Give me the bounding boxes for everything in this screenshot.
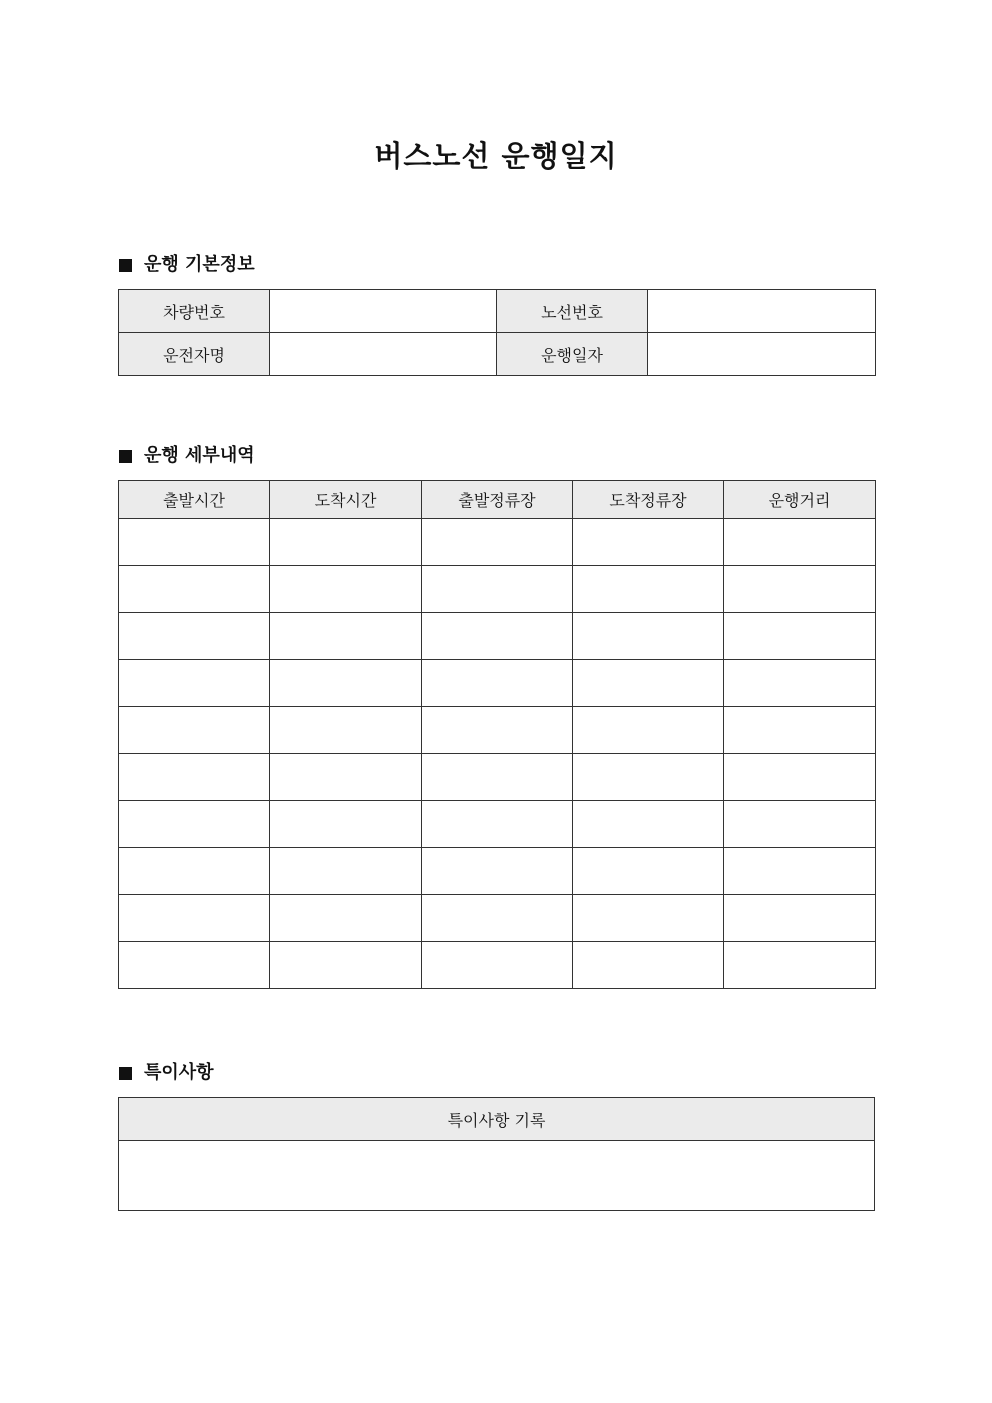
table-row xyxy=(119,707,876,754)
remarks-header: 특이사항 기록 xyxy=(119,1098,875,1141)
remarks-heading xyxy=(119,1061,214,1085)
table-cell[interactable] xyxy=(119,848,270,895)
table-cell[interactable] xyxy=(270,660,422,707)
table-row xyxy=(119,290,876,333)
column-header-arrival-time: 도착시간 xyxy=(270,481,422,519)
table-cell[interactable] xyxy=(422,519,573,566)
table-cell[interactable] xyxy=(119,519,270,566)
table-cell[interactable] xyxy=(119,754,270,801)
square-bullet-icon xyxy=(119,1067,132,1080)
table-cell[interactable] xyxy=(119,613,270,660)
table-cell[interactable] xyxy=(422,707,573,754)
remarks-table xyxy=(118,1097,875,1211)
table-cell[interactable] xyxy=(724,848,876,895)
table-cell[interactable] xyxy=(119,942,270,989)
table-cell[interactable] xyxy=(270,613,422,660)
table-cell[interactable] xyxy=(422,895,573,942)
remarks-heading-text: 특이사항 xyxy=(144,1062,214,1083)
operation-date-field[interactable] xyxy=(648,333,876,376)
route-number-field[interactable] xyxy=(648,290,876,333)
table-row xyxy=(119,754,876,801)
table-cell[interactable] xyxy=(270,566,422,613)
table-cell[interactable] xyxy=(270,895,422,942)
table-row xyxy=(119,519,876,566)
table-cell[interactable] xyxy=(422,942,573,989)
table-cell[interactable] xyxy=(270,707,422,754)
table-row xyxy=(119,801,876,848)
table-row xyxy=(119,895,876,942)
table-row xyxy=(119,848,876,895)
table-cell[interactable] xyxy=(119,566,270,613)
details-heading-text: 운행 세부내역 xyxy=(144,445,255,466)
table-cell[interactable] xyxy=(270,848,422,895)
table-cell[interactable] xyxy=(573,707,724,754)
table-cell[interactable] xyxy=(119,660,270,707)
details-heading xyxy=(119,444,255,468)
table-cell[interactable] xyxy=(119,895,270,942)
table-cell[interactable] xyxy=(422,848,573,895)
table-cell[interactable] xyxy=(573,801,724,848)
table-cell[interactable] xyxy=(724,613,876,660)
table-cell[interactable] xyxy=(270,801,422,848)
table-cell[interactable] xyxy=(573,613,724,660)
table-cell[interactable] xyxy=(422,566,573,613)
column-header-departure-time: 출발시간 xyxy=(119,481,270,519)
table-cell[interactable] xyxy=(422,613,573,660)
vehicle-number-field[interactable] xyxy=(270,290,497,333)
basic-info-heading xyxy=(119,253,255,277)
table-row xyxy=(119,660,876,707)
table-cell[interactable] xyxy=(270,942,422,989)
table-cell[interactable] xyxy=(270,519,422,566)
column-header-arrival-stop: 도착정류장 xyxy=(573,481,724,519)
table-cell[interactable] xyxy=(573,566,724,613)
table-row xyxy=(119,942,876,989)
table-row xyxy=(119,566,876,613)
table-cell[interactable] xyxy=(119,801,270,848)
route-number-label: 노선번호 xyxy=(497,290,648,333)
table-cell[interactable] xyxy=(573,942,724,989)
square-bullet-icon xyxy=(119,450,132,463)
basic-info-table xyxy=(118,289,876,376)
table-cell[interactable] xyxy=(724,942,876,989)
table-cell[interactable] xyxy=(724,707,876,754)
table-cell[interactable] xyxy=(724,660,876,707)
table-cell[interactable] xyxy=(724,801,876,848)
operation-date-label: 운행일자 xyxy=(497,333,648,376)
table-cell[interactable] xyxy=(724,519,876,566)
table-cell[interactable] xyxy=(724,566,876,613)
table-cell[interactable] xyxy=(422,660,573,707)
table-row xyxy=(119,1141,875,1211)
table-cell[interactable] xyxy=(724,754,876,801)
table-header-row xyxy=(119,481,876,519)
column-header-distance: 운행거리 xyxy=(724,481,876,519)
table-cell[interactable] xyxy=(573,660,724,707)
details-table xyxy=(118,480,876,989)
table-cell[interactable] xyxy=(422,754,573,801)
driver-name-field[interactable] xyxy=(270,333,497,376)
column-header-departure-stop: 출발정류장 xyxy=(422,481,573,519)
table-cell[interactable] xyxy=(573,895,724,942)
table-cell[interactable] xyxy=(119,707,270,754)
table-cell[interactable] xyxy=(724,895,876,942)
driver-name-label: 운전자명 xyxy=(119,333,270,376)
table-row xyxy=(119,613,876,660)
table-header-row xyxy=(119,1098,875,1141)
table-cell[interactable] xyxy=(422,801,573,848)
table-cell[interactable] xyxy=(270,754,422,801)
table-row xyxy=(119,333,876,376)
square-bullet-icon xyxy=(119,259,132,272)
remarks-field[interactable] xyxy=(119,1141,875,1211)
table-cell[interactable] xyxy=(573,754,724,801)
basic-info-heading-text: 운행 기본정보 xyxy=(144,254,255,275)
page-title: 버스노선 운행일지 xyxy=(374,139,618,173)
table-cell[interactable] xyxy=(573,519,724,566)
table-cell[interactable] xyxy=(573,848,724,895)
vehicle-number-label: 차량번호 xyxy=(119,290,270,333)
